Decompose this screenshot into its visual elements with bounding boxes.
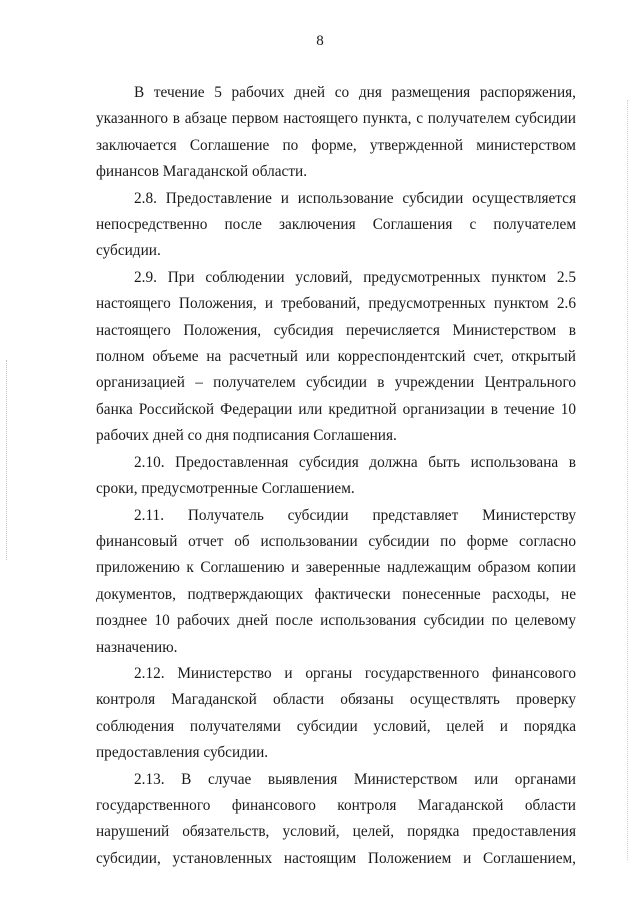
paragraph-2-10: 2.10. Предоставленная субсидия должна быть использована в сроки, предусмотренные Соглашением.: [96, 453, 576, 498]
paragraph-2-13: 2.13. В случае выявления Министерством или органами государственного финансового контроля Магаданской области нарушений обязательств, условий, целей, порядка предоставления субсидии, установленных настоящим Положением и Соглашением,: [96, 770, 576, 867]
paragraph-2-8: 2.8. Предоставление и использование субсидии осуществляется непосредственно после заключения Соглашения с получателем субсидии.: [96, 189, 576, 260]
paragraph-2-12: 2.12. Министерство и органы государственного финансового контроля Магаданской области обязаны осуществлять проверку соблюдения получателями субсидии условий, целей и порядка предоставления субсидии.: [96, 664, 576, 762]
paragraph-2-11: 2.11. Получатель субсидии представляет Министерству финансовый отчет об использовании субсидии по форме согласно приложению к Соглашению и заверенные надлежащим образом копии документов, подтверждающих фактически понесенные расходы, не позднее 10 рабочих дней после использования субсидии по целевому назначению.: [96, 506, 576, 656]
document-body: [96, 80, 576, 872]
paragraph-2-9: 2.9. При соблюдении условий, предусмотренных пунктом 2.5 настоящего Положения, и требований, предусмотренных пунктом 2.6 настоящего Положения, субсидия перечисляется Министерством в полном объеме на расчетный или корреспондентский счет, открытый организацией – получателем субсидии в учреждении Центрального банка Российской Федерации или кредитной организации в течение 10 рабочих дней со дня подписания Соглашения.: [96, 268, 576, 445]
scan-margin-marks-right: [627, 100, 630, 860]
paragraph-intro: В течение 5 рабочих дней со дня размещения распоряжения, указанного в абзаце первом настоящего пункта, с получателем субсидии заключается Соглашение по форме, утвержденной министерством финансов Магаданской области.: [96, 84, 576, 181]
page-number: 8: [316, 33, 324, 49]
scan-margin-marks-left: [6, 360, 9, 560]
